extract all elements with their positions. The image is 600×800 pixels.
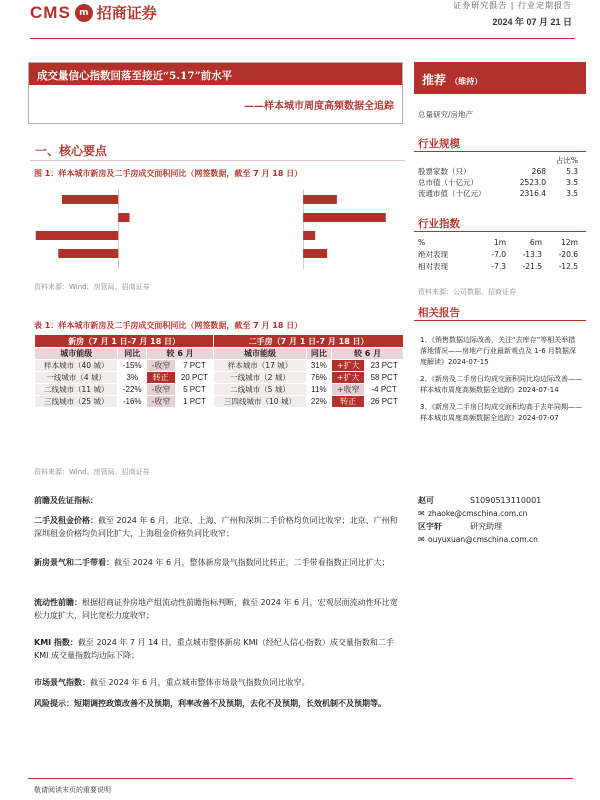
chart-bar [303, 231, 315, 240]
city-yoy-table [34, 334, 404, 408]
table-caption: 表 1：样本城市新房及二手房成交面积同比（网签数据，截至 7 月 18 日） [34, 321, 303, 330]
para-label: 二手及租金价格： [34, 516, 98, 525]
chart-bar [303, 213, 386, 222]
basic-row [418, 177, 578, 188]
basic-row [418, 166, 578, 177]
city-cell: 一线城市（2 城） [214, 372, 306, 384]
index-row [418, 248, 578, 260]
index-row [418, 260, 578, 272]
chart-bar [58, 249, 118, 258]
related-report-link[interactable]: 1、《销售数据边际改善，关注“去库存”等相关举措落地情况——房地产行业最新观点及 1-6 月数据深度解读》2024-07-15 [420, 336, 576, 366]
yoy-cell: 76% [306, 372, 331, 384]
body-paragraph [34, 556, 404, 569]
body-intro [34, 494, 404, 507]
basic-row-value: 2316.4 [519, 189, 546, 198]
index-header-row [418, 236, 578, 248]
index-heading: 行业指数 [418, 218, 460, 230]
basic-data-table [418, 155, 578, 199]
related-reports [420, 335, 582, 430]
direction-cell: +扩大 [332, 360, 365, 372]
basic-row-label: 股票家数（只） [418, 167, 471, 176]
basic-row-value: 268 [531, 167, 546, 176]
chart-bar [36, 231, 119, 240]
basic-divider [414, 151, 586, 152]
chart-panel-new-house [36, 189, 130, 269]
index-row-label: 绝对表现 [418, 249, 448, 259]
rating-bar [414, 62, 586, 94]
section-divider [30, 160, 405, 161]
pct-cell: 20 PCT [175, 372, 214, 384]
city-cell: 三线城市（25 城） [35, 396, 118, 408]
related-report-link[interactable]: 2、《新房及二手房日均成交面积同比均边际改善——样本城市周度高频数据全追踪》2024-07-14 [420, 375, 582, 394]
basic-row-label: 流通市值（十亿元） [418, 189, 486, 198]
pct-cell: 26 PCT [365, 396, 404, 408]
report-subtitle: ——样本城市周度高频数据全追踪 [244, 101, 394, 112]
figure-source: 资料来源：Wind、房管局、招商证券 [34, 283, 150, 291]
index-cell: -12.5 [558, 261, 578, 271]
logo-chinese-text: 招商证券 [96, 4, 157, 22]
yoy-cell: -22% [118, 384, 146, 396]
index-col: 12m [561, 237, 578, 247]
basic-row [418, 188, 578, 199]
table-row [35, 372, 404, 384]
industry-label: 总量研究/房地产 [418, 110, 474, 119]
city-cell: 样本城市（17 城） [214, 360, 306, 372]
basic-heading: 行业规模 [418, 138, 460, 150]
para-label: 新房景气和二手带看： [34, 558, 114, 567]
col-yoy: 同比 [306, 348, 331, 360]
related-divider [414, 320, 586, 321]
logo-cms-text: CMS [30, 2, 71, 22]
pct-cell: 1 PCT [175, 396, 214, 408]
chart-bar [118, 213, 129, 222]
table-group-header [35, 335, 404, 348]
yoy-cell: -16% [118, 396, 146, 408]
analyst-license: S1090513110001 [470, 496, 542, 505]
index-divider [414, 231, 586, 232]
mail-icon: ✉ [418, 509, 425, 518]
body-intro-text: 前瞻及佐证指标： [34, 496, 98, 505]
chart-bar [303, 249, 327, 258]
analyst-email-row [418, 533, 541, 546]
index-col: % [418, 237, 426, 247]
direction-cell: -收窄 [146, 360, 175, 372]
section-heading: 一、核心要点 [35, 144, 108, 158]
header-meta [453, 0, 572, 28]
para-label: KMI 指数： [34, 638, 78, 647]
col-vs-june: 较 6 月 [332, 348, 404, 360]
direction-cell: 转正 [146, 372, 175, 384]
para-label: 市场景气指数： [34, 678, 90, 687]
footer-note: 敬请阅读末页的重要说明 [34, 786, 111, 794]
chart-panel-second-hand [303, 189, 386, 269]
related-report-link[interactable]: 3、《新房及二手房日均成交面积均高于去年同期——样本城市周度高频数据全追踪》2024-07-07 [420, 403, 582, 422]
yoy-cell: 22% [306, 396, 331, 408]
direction-cell: -收窄 [146, 384, 175, 396]
col-city: 城市能级 [214, 348, 306, 360]
rating-label: 推荐 [422, 73, 447, 87]
city-cell: 一线城市（4 城） [35, 372, 118, 384]
risk-text: 短期调控政策改善不及预期，利率改善不及预期，去化不及预期，长效机制不及预期等。 [74, 699, 386, 708]
basic-row-share: 5.3 [566, 167, 578, 176]
index-col: 1m [493, 237, 506, 247]
analyst-email[interactable]: zhaoke@cmschina.com.cn [428, 509, 528, 518]
risk-label: 风险提示： [34, 699, 74, 708]
para-text: 截至 2024 年 6 月，重点城市整体市场景气指数负同比收窄。 [90, 678, 310, 687]
col-vs-june: 较 6 月 [146, 348, 213, 360]
basic-row-label: 总市值（十亿元） [418, 178, 478, 187]
analyst-email-row [418, 507, 541, 520]
body-paragraph [34, 514, 404, 540]
city-cell: 三四线城市（10 城） [214, 396, 306, 408]
city-cell: 二线城市（5 城） [214, 384, 306, 396]
yoy-cell: -15% [118, 360, 146, 372]
col-city: 城市能级 [35, 348, 118, 360]
analyst-name: 区宇轩 [418, 522, 442, 531]
report-date: 2024 年 07 月 21 日 [492, 17, 572, 27]
chart-bar [303, 195, 337, 204]
pct-cell: 7 PCT [175, 360, 214, 372]
body-paragraph [34, 596, 404, 622]
yoy-cell: 11% [306, 384, 331, 396]
footer-divider [28, 778, 573, 779]
company-logo [30, 2, 157, 23]
city-cell: 样本城市（40 城） [35, 360, 118, 372]
header-divider [30, 38, 575, 39]
index-cell: -13.3 [522, 249, 542, 259]
figure-chart [34, 185, 404, 275]
yoy-cell: 31% [306, 360, 331, 372]
para-label: 流动性前瞻： [34, 598, 82, 607]
body-paragraph [34, 676, 404, 689]
page-header [0, 0, 600, 44]
analyst-row [418, 520, 541, 533]
chart-bar [62, 195, 118, 204]
table-source: 资料来源：Wind、房管局、招商证券 [34, 468, 150, 476]
new-house-header: 新房（7 月 1 日-7 月 18 日） [35, 335, 214, 348]
index-cell: -7.0 [491, 249, 506, 259]
pct-cell: -4 PCT [365, 384, 404, 396]
basic-row-share: 3.5 [566, 178, 578, 187]
mail-icon: ✉ [418, 535, 425, 544]
index-row-label: 相对表现 [418, 261, 448, 271]
yoy-cell: 3% [118, 372, 146, 384]
report-type: 证券研究报告 | 行业定期报告 [453, 1, 572, 10]
index-table [418, 236, 578, 272]
direction-cell: +扩大 [332, 372, 365, 384]
related-heading: 相关报告 [418, 307, 460, 319]
report-title-box [28, 62, 403, 124]
pct-cell: 5 PCT [175, 384, 214, 396]
report-title: 成交量信心指数回落至接近“5.17”前水平 [29, 63, 402, 85]
col-yoy: 同比 [118, 348, 146, 360]
direction-cell: 转正 [332, 396, 365, 408]
index-source: 资料来源：公司数据、招商证券 [418, 288, 516, 296]
para-text: 截至 2024 年 6 月，整体新房景气指数同比转正，二手带看指数正同比扩大； [114, 558, 390, 567]
analyst-role: 研究助理 [470, 522, 502, 531]
table-row [35, 384, 404, 396]
second-hand-header: 二手房（7 月 1 日-7 月 18 日） [214, 335, 404, 348]
para-text: 根据招商证券房地产组流动性前瞻指标判断，截至 2024 年 6 月，宏观层面流动性环比宽松力度扩大，同比宽松力度收窄； [34, 598, 398, 620]
rating-sub: （维持） [450, 76, 483, 86]
basic-row-value: 2523.0 [519, 178, 546, 187]
table-column-header [35, 348, 404, 360]
figure-caption: 图 1：样本城市新房及二手房成交面积同比（网签数据，截至 7 月 18 日） [34, 169, 303, 178]
risk-warning [34, 697, 404, 710]
pct-cell: 23 PCT [365, 360, 404, 372]
pct-cell: 58 PCT [365, 372, 404, 384]
direction-cell: +收窄 [332, 384, 365, 396]
logo-mark-icon: m [75, 4, 93, 22]
index-col: 6m [529, 237, 542, 247]
para-text: 截至 2024 年 6 月，北京、上海、广州和深圳二手价格均负同比收窄；北京、广州和深圳租金价格均负同比扩大，上海租金价格负同比收窄； [34, 516, 398, 538]
index-cell: -7.3 [491, 261, 506, 271]
basic-header-row [418, 155, 578, 166]
analyst-email[interactable]: ouyuxuan@cmschina.com.cn [428, 535, 538, 544]
analysts [418, 494, 541, 546]
index-cell: -20.6 [558, 249, 578, 259]
index-cell: -21.5 [522, 261, 542, 271]
para-text: 截至 2024 年 7 月 14 日，重点城市整体新房 KMI（经纪人信心指数）成交量指数和二手 KMI 成交量指数均边际下降； [34, 638, 394, 660]
analyst-row [418, 494, 541, 507]
body-paragraph [34, 636, 404, 662]
table-row [35, 396, 404, 408]
unit-header: 占比% [555, 156, 578, 165]
basic-row-share: 3.5 [566, 189, 578, 198]
analyst-name: 赵可 [418, 496, 434, 505]
table-row [35, 360, 404, 372]
city-cell: 二线城市（11 城） [35, 384, 118, 396]
direction-cell: -收窄 [146, 396, 175, 408]
